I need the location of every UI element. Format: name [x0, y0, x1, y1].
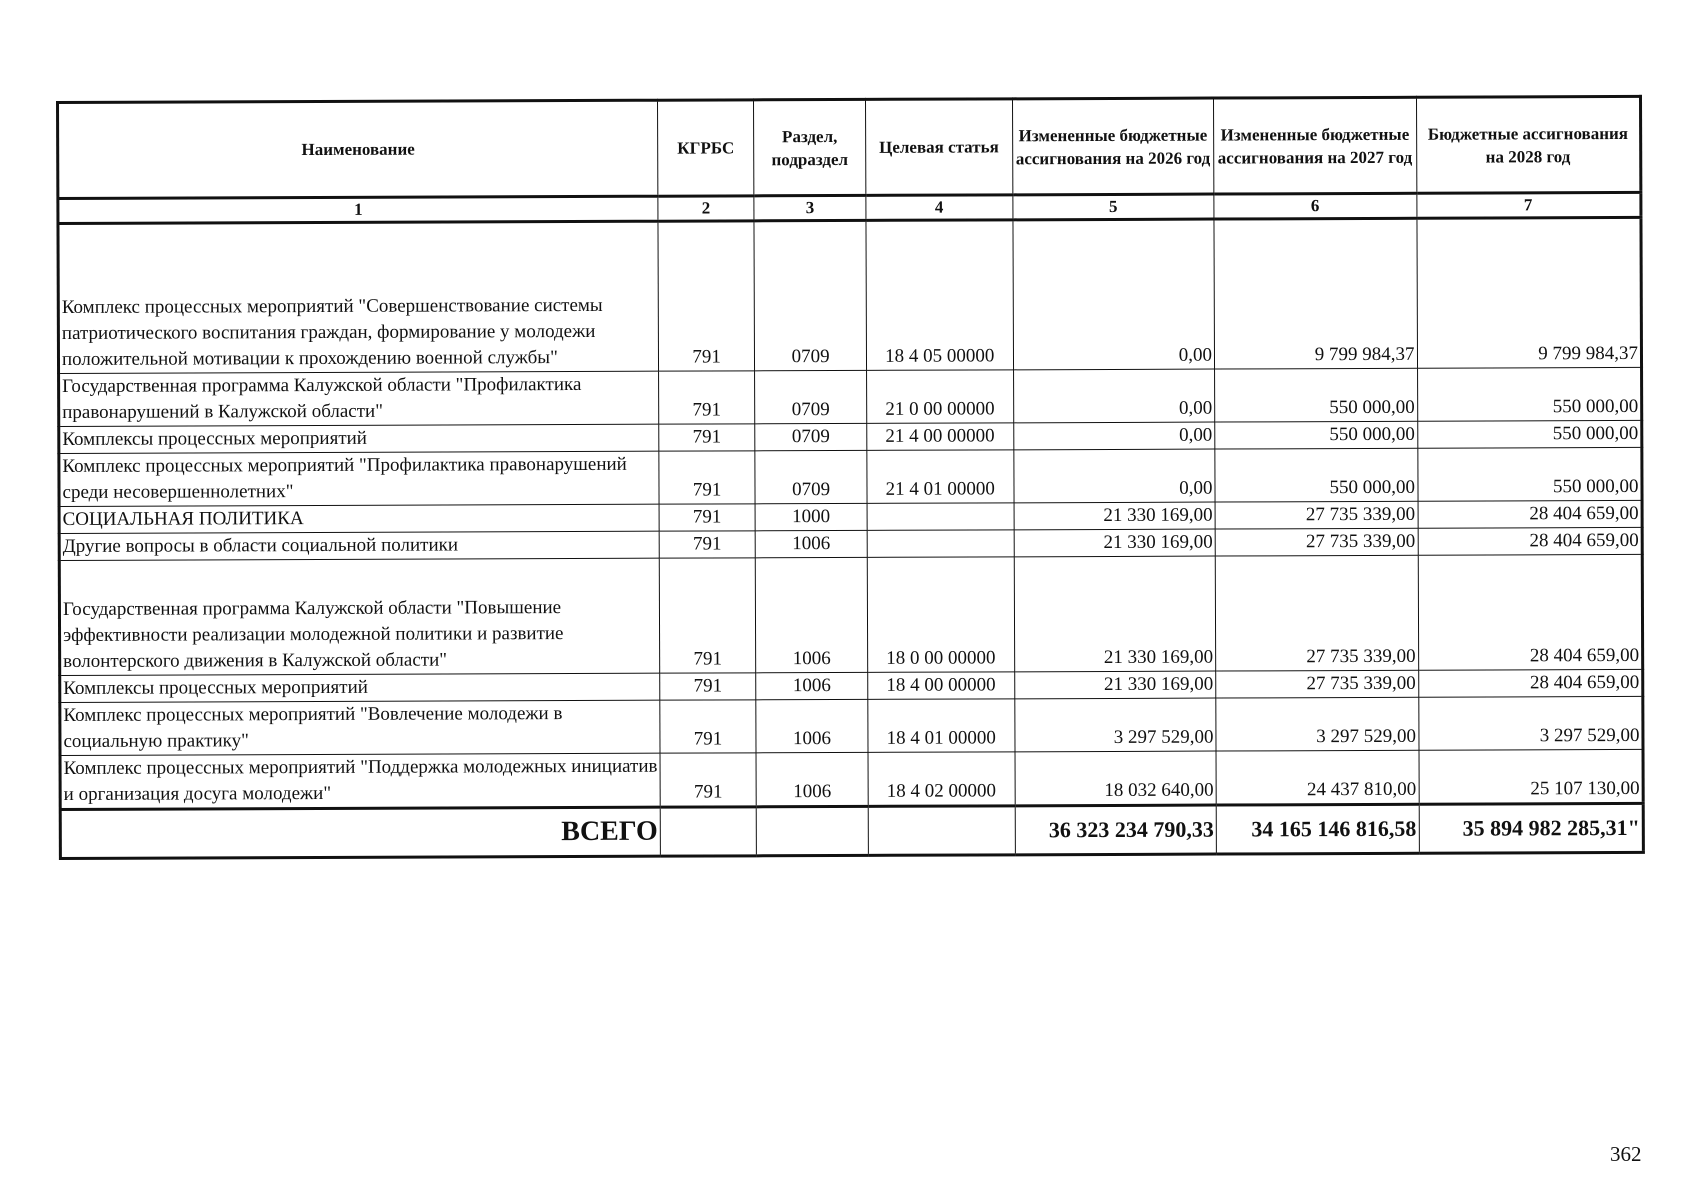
- row-value-2027: 27 735 339,00: [1215, 555, 1418, 671]
- header-name: Наименование: [58, 100, 658, 198]
- column-number: 4: [866, 195, 1013, 221]
- row-section: 1006: [756, 752, 868, 806]
- row-section: 1006: [756, 699, 868, 752]
- column-number: 1: [58, 196, 658, 223]
- row-target: [867, 530, 1014, 558]
- row-value-2027: 27 735 339,00: [1215, 528, 1418, 556]
- row-section: 1000: [755, 503, 867, 530]
- header-target: Целевая статья: [865, 99, 1012, 196]
- row-name: Комплекс процессных мероприятий "Профилактика правонарушений среди несовершеннолетних": [59, 451, 659, 506]
- row-target: 18 0 00 00000: [867, 557, 1014, 673]
- table-row: [60, 696, 1643, 755]
- row-section: 0709: [755, 370, 867, 423]
- row-target: 21 4 00 00000: [867, 423, 1014, 451]
- total-empty-cell: [756, 806, 868, 855]
- row-name: Комплекс процессных мероприятий "Вовлечение молодежи в социальную практику": [60, 700, 660, 755]
- row-target: 21 0 00 00000: [866, 370, 1013, 424]
- column-number: 2: [658, 196, 754, 221]
- total-2027: 34 165 146 816,58: [1216, 804, 1419, 854]
- row-name: Государственная программа Калужской области "Профилактика правонарушений в Калужской области": [59, 371, 659, 426]
- row-value-2026: 21 330 169,00: [1014, 502, 1216, 530]
- row-value-2028: 9 799 984,37: [1416, 217, 1641, 368]
- row-section: 1006: [755, 557, 867, 672]
- header-2028: Бюджетные ассигнования на 2028 год: [1416, 96, 1641, 193]
- row-value-2027: 550 000,00: [1215, 421, 1418, 449]
- row-value-2027: 27 735 339,00: [1216, 670, 1419, 698]
- row-target: 18 4 02 00000: [868, 752, 1015, 807]
- column-number: 3: [754, 195, 866, 220]
- table-row: [60, 749, 1643, 809]
- row-value-2027: 550 000,00: [1215, 368, 1418, 422]
- row-section: 1006: [756, 672, 868, 699]
- row-section: 0709: [755, 450, 867, 503]
- row-name: СОЦИАЛЬНАЯ ПОЛИТИКА: [59, 504, 659, 533]
- row-value-2028: 25 107 130,00: [1419, 749, 1644, 804]
- row-name: Комплекс процессных мероприятий "Поддержка молодежных инициатив и организация досуга молодежи": [60, 753, 660, 809]
- row-value-2027: 550 000,00: [1215, 448, 1418, 502]
- row-value-2026: 0,00: [1013, 449, 1215, 503]
- row-value-2026: 3 297 529,00: [1014, 698, 1216, 752]
- row-value-2028: 550 000,00: [1417, 420, 1642, 448]
- row-target: 21 4 01 00000: [867, 450, 1014, 504]
- table-row: [59, 554, 1642, 675]
- row-value-2026: 0,00: [1013, 219, 1215, 370]
- row-kgrbs: 791: [658, 371, 755, 424]
- row-kgrbs: 791: [659, 558, 756, 673]
- row-value-2028: 28 404 659,00: [1418, 669, 1643, 697]
- budget-sheet: [56, 95, 1645, 860]
- row-value-2028: 28 404 659,00: [1418, 527, 1643, 555]
- header-2027: Измененные бюджетные ассигнования на 2027 год: [1213, 97, 1416, 194]
- header-kgrbs: КГРБС: [657, 100, 754, 196]
- table-row: [58, 217, 1642, 373]
- row-name: Комплексы процессных мероприятий: [59, 424, 659, 453]
- row-value-2028: 550 000,00: [1417, 367, 1642, 421]
- table-header-row: [58, 96, 1641, 198]
- row-kgrbs: 791: [660, 673, 756, 700]
- row-kgrbs: 791: [660, 700, 757, 753]
- budget-table: [56, 95, 1645, 860]
- row-name: Государственная программа Калужской области "Повышение эффективности реализации молодежной политики и развитие волонтерского движения в Калужской области": [59, 558, 659, 675]
- row-value-2028: 550 000,00: [1417, 447, 1642, 501]
- column-number: 5: [1012, 194, 1214, 220]
- row-value-2026: 18 032 640,00: [1015, 751, 1217, 806]
- row-kgrbs: 791: [658, 221, 755, 371]
- row-value-2027: 9 799 984,37: [1214, 218, 1417, 369]
- row-value-2027: 27 735 339,00: [1215, 501, 1418, 529]
- row-section: 0709: [755, 423, 867, 450]
- row-target: 18 4 05 00000: [866, 220, 1013, 371]
- row-kgrbs: 791: [659, 531, 755, 558]
- row-section: 0709: [754, 220, 866, 370]
- row-kgrbs: 791: [659, 504, 755, 531]
- row-value-2027: 3 297 529,00: [1216, 697, 1419, 751]
- row-value-2026: 21 330 169,00: [1014, 556, 1216, 672]
- row-value-2028: 28 404 659,00: [1418, 554, 1643, 670]
- row-value-2026: 0,00: [1013, 369, 1215, 423]
- column-number: 6: [1214, 193, 1417, 219]
- total-empty-cell: [868, 806, 1015, 856]
- row-kgrbs: 791: [659, 424, 755, 451]
- total-label: ВСЕГО: [60, 807, 660, 858]
- row-value-2027: 24 437 810,00: [1216, 750, 1419, 805]
- row-value-2026: 21 330 169,00: [1014, 529, 1216, 557]
- table-body: [58, 217, 1643, 809]
- table-row: [59, 367, 1642, 426]
- row-kgrbs: 791: [660, 753, 757, 807]
- row-target: 18 4 01 00000: [868, 699, 1015, 753]
- row-name: Комплексы процессных мероприятий: [60, 673, 660, 702]
- total-row: [60, 803, 1643, 858]
- row-target: [867, 503, 1014, 531]
- row-section: 1006: [755, 530, 867, 557]
- page-number: 362: [1610, 1142, 1642, 1166]
- total-2026: 36 323 234 790,33: [1015, 805, 1217, 855]
- header-2026: Измененные бюджетные ассигнования на 2026 год: [1012, 98, 1214, 195]
- table-row: [59, 447, 1642, 506]
- row-kgrbs: 791: [659, 451, 756, 504]
- row-name: Другие вопросы в области социальной политики: [59, 531, 659, 560]
- row-value-2028: 3 297 529,00: [1418, 696, 1643, 750]
- total-2028: 35 894 982 285,31": [1419, 803, 1644, 853]
- row-value-2026: 0,00: [1013, 422, 1215, 450]
- header-section: Раздел, подраздел: [754, 99, 866, 195]
- row-name: Комплекс процессных мероприятий "Совершенствование системы патриотического воспитания граждан, формирование у молодежи положительной мотивации к прохождению военной службы": [58, 221, 658, 373]
- total-empty-cell: [660, 807, 757, 856]
- row-value-2026: 21 330 169,00: [1014, 671, 1216, 699]
- column-number: 7: [1416, 192, 1641, 218]
- row-target: 18 4 00 00000: [868, 672, 1015, 700]
- row-value-2028: 28 404 659,00: [1418, 500, 1643, 528]
